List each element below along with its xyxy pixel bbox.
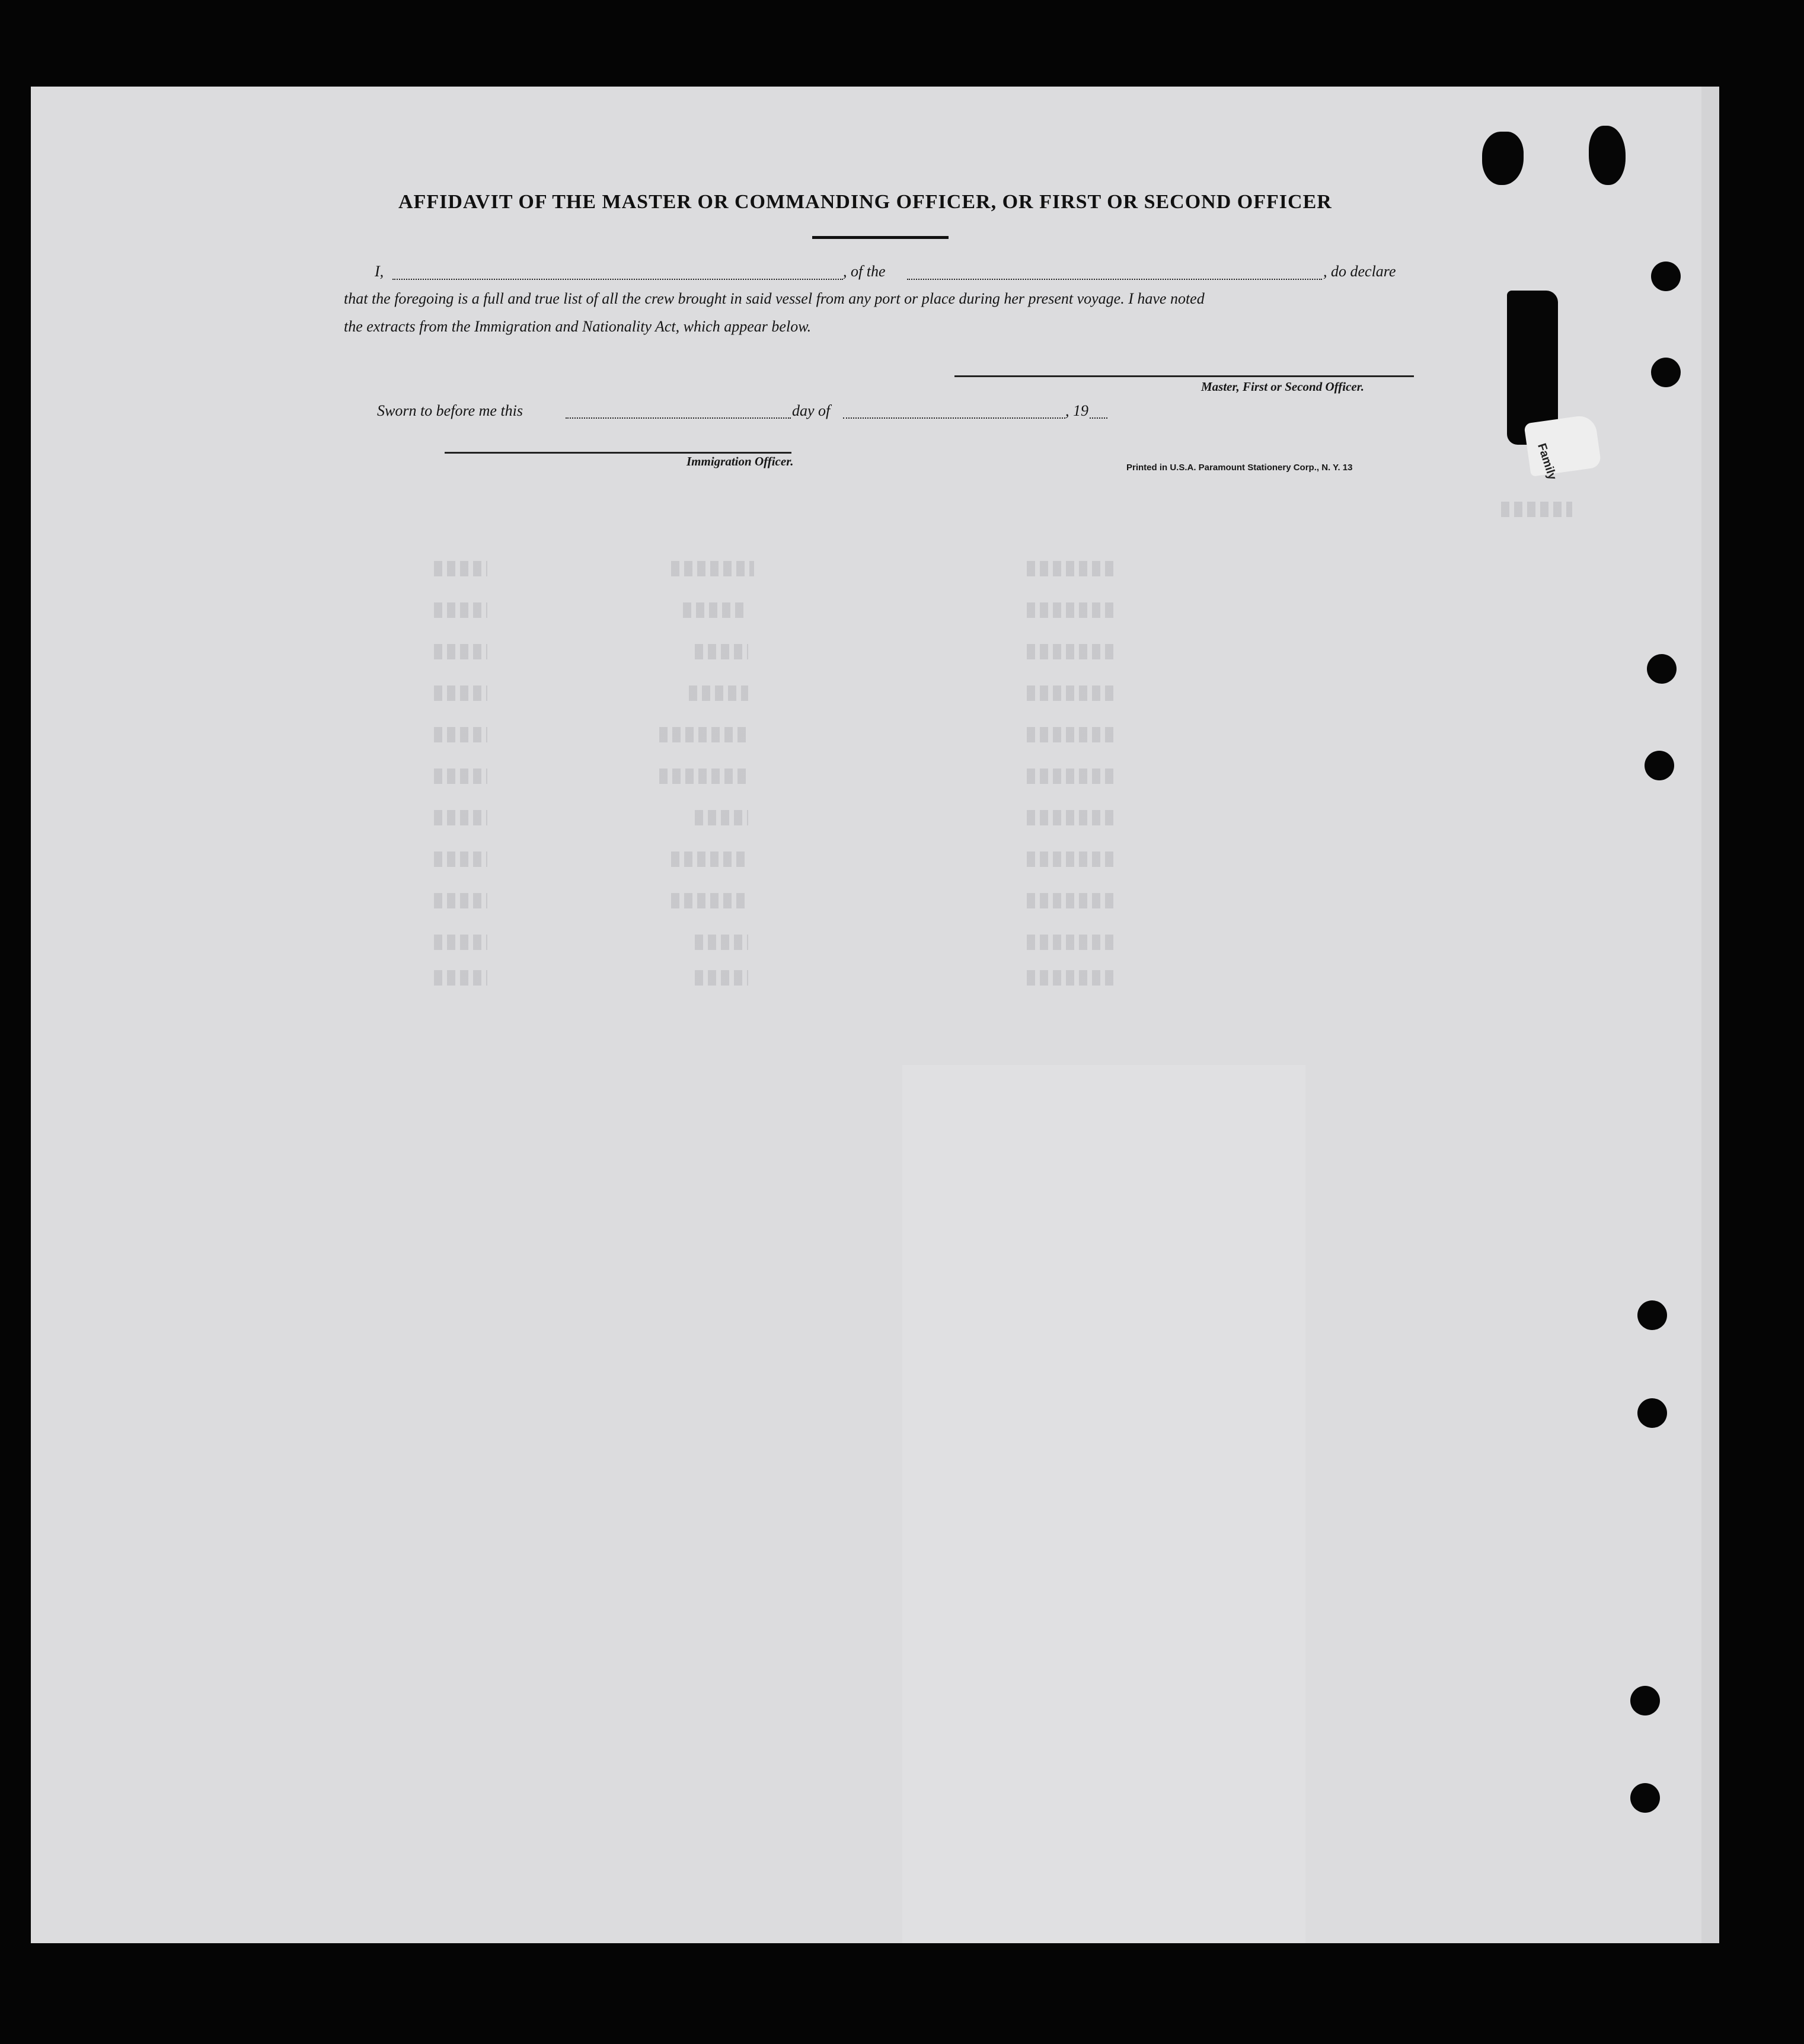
immigration-officer-label: Immigration Officer. <box>687 454 794 468</box>
vessel-name-field <box>907 279 1322 280</box>
bleed-through-mark <box>659 727 748 742</box>
of-the-label: , of the <box>843 263 886 280</box>
bleed-through-mark <box>434 685 487 701</box>
bleed-through-mark <box>1027 970 1116 986</box>
bleed-through-mark <box>1027 935 1116 950</box>
master-signature-line <box>954 375 1414 377</box>
bleed-through-mark <box>434 893 487 908</box>
bleed-through-mark <box>434 810 487 825</box>
day-of-label: day of <box>792 402 831 419</box>
bleed-through-mark <box>1027 769 1116 784</box>
bleed-through-mark <box>434 935 487 950</box>
bleed-through-mark <box>434 970 487 986</box>
affidavit-title: AFFIDAVIT OF THE MASTER OR COMMANDING OFFICER, OR FIRST OR SECOND OFFICER <box>398 191 1332 213</box>
bleed-through-mark <box>434 644 487 659</box>
bleed-through-mark <box>689 685 748 701</box>
immigration-officer-signature-line <box>445 452 791 454</box>
statement-line-2: the extracts from the Immigration and Nationality Act, which appear below. <box>344 318 812 335</box>
do-declare-label: , do declare <box>1323 263 1396 280</box>
bleed-through-mark <box>683 602 748 618</box>
declarant-name-field <box>392 279 843 280</box>
bleed-through-mark <box>1027 893 1116 908</box>
document-sheet <box>31 87 1713 1943</box>
bleed-through-mark <box>1027 602 1116 618</box>
bleed-through-mark <box>1027 810 1116 825</box>
bleed-through-mark <box>671 893 748 908</box>
bleed-through-mark <box>1027 644 1116 659</box>
bleed-through-mark <box>1027 685 1116 701</box>
bleed-through-mark <box>434 561 487 576</box>
family-tag-label: Family <box>1535 442 1559 482</box>
bleed-through-mark <box>659 769 748 784</box>
binder-hole <box>1651 262 1681 291</box>
ink-blot <box>1589 126 1626 185</box>
bleed-through-mark <box>1027 727 1116 742</box>
fold-shadow <box>902 1065 1305 1943</box>
sworn-prefix: Sworn to before me this <box>377 402 523 419</box>
binder-hole <box>1637 1300 1667 1330</box>
bleed-through-mark <box>671 561 754 576</box>
binder-hole <box>1647 654 1677 684</box>
bleed-through-mark <box>434 852 487 867</box>
sworn-month-field <box>843 417 1065 419</box>
binder-hole <box>1651 358 1681 387</box>
sworn-year-field <box>1090 417 1107 419</box>
bleed-through-mark <box>671 852 748 867</box>
printer-imprint: Printed in U.S.A. Paramount Stationery Corp., N. Y. 13 <box>1126 463 1353 473</box>
bleed-through-mark <box>1501 502 1572 517</box>
bleed-through-mark <box>695 810 748 825</box>
bleed-through-mark <box>695 970 748 986</box>
title-underline <box>812 236 949 239</box>
binder-hole <box>1630 1783 1660 1813</box>
sheet-right-edge <box>1701 87 1719 1943</box>
declarant-prefix: I, <box>375 263 384 280</box>
bleed-through-mark <box>695 935 748 950</box>
bleed-through-mark <box>434 727 487 742</box>
statement-line-1: that the foregoing is a full and true list of all the crew brought in said vessel from any port or place during her present voyage. I have noted <box>344 290 1205 307</box>
sworn-day-field <box>566 417 791 419</box>
bleed-through-mark <box>434 602 487 618</box>
ink-blot <box>1482 132 1524 185</box>
master-signature-label: Master, First or Second Officer. <box>1201 380 1364 394</box>
binder-hole <box>1630 1686 1660 1715</box>
bleed-through-mark <box>434 769 487 784</box>
binder-hole <box>1645 751 1674 780</box>
bleed-through-mark <box>1027 561 1116 576</box>
bleed-through-mark <box>1027 852 1116 867</box>
binder-hole <box>1637 1398 1667 1428</box>
year-prefix-label: , 19 <box>1065 402 1088 419</box>
bleed-through-mark <box>695 644 748 659</box>
